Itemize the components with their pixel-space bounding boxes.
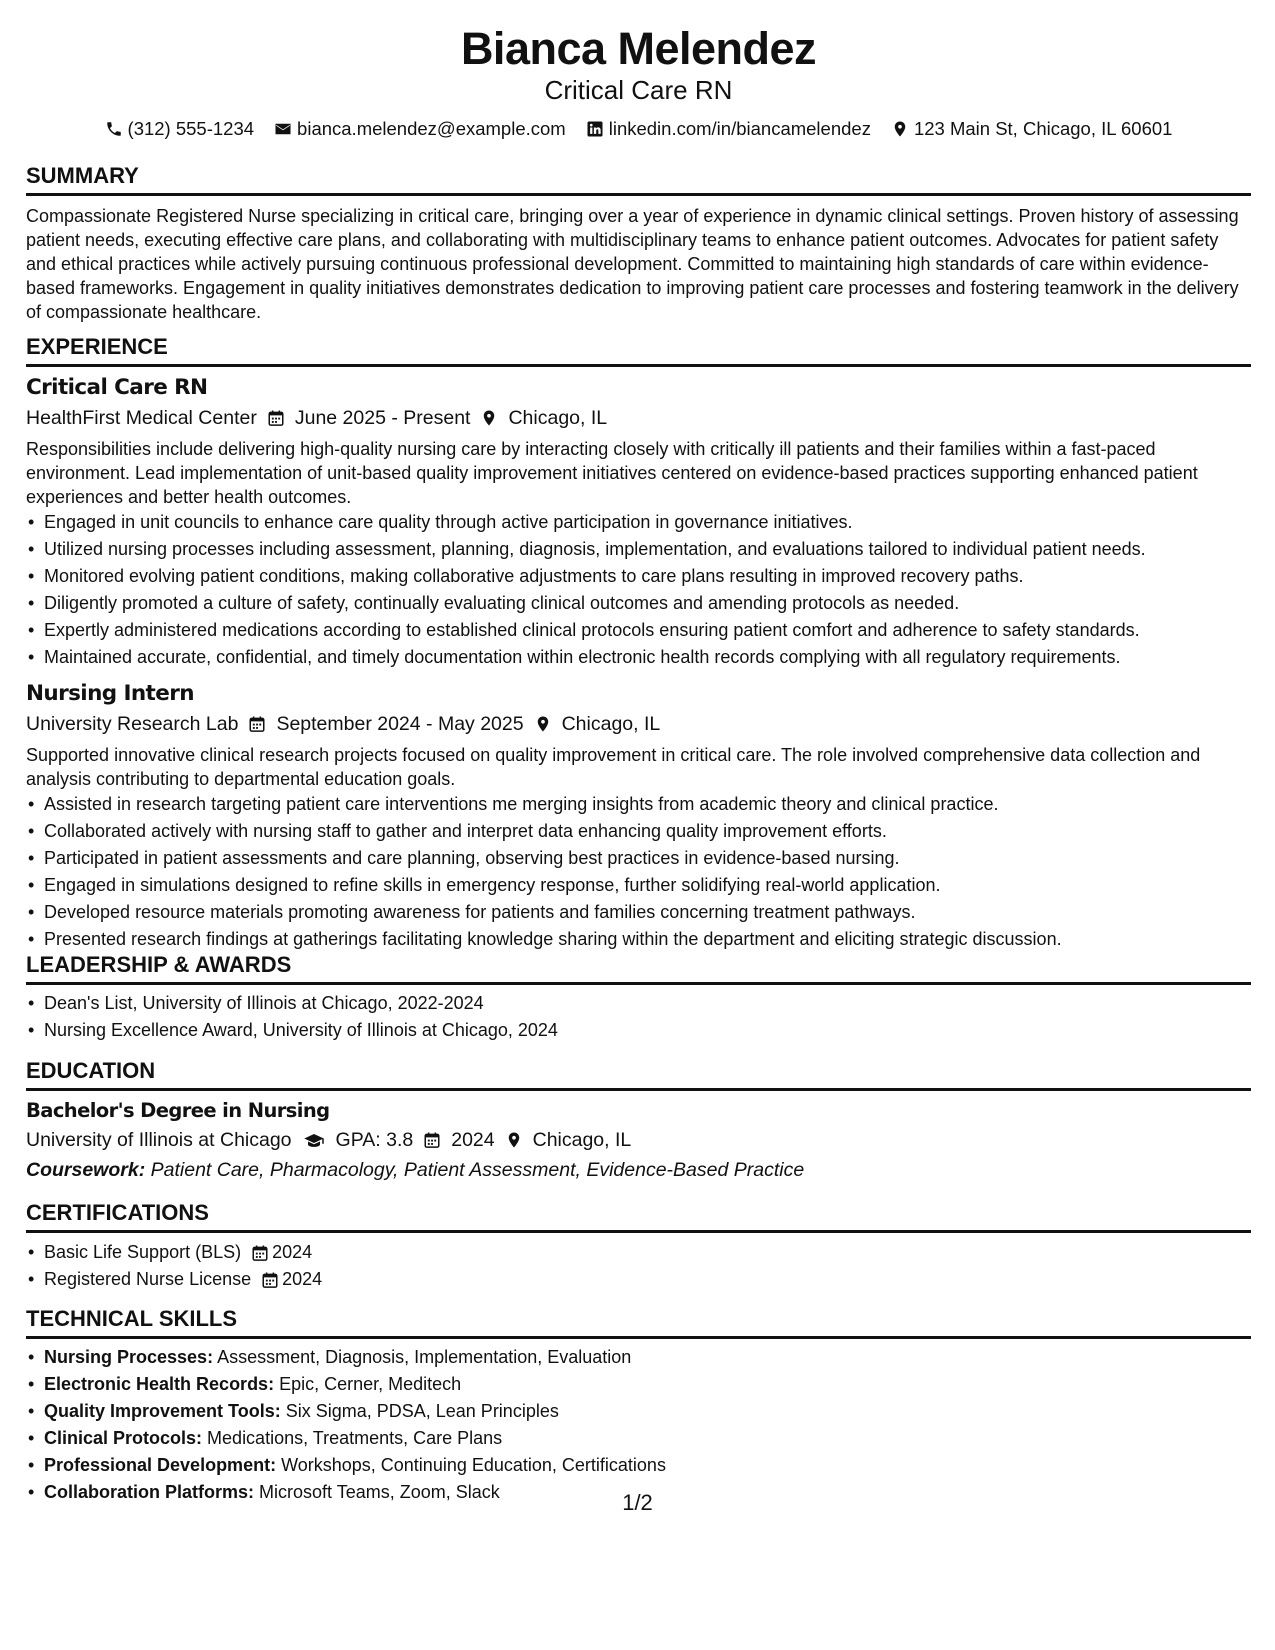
summary-text: Compassionate Registered Nurse specializing in critical care, bringing over a year of experience in dynamic clinical settings. Proven history of assessing patient needs, executing effective care plans, and collaborating with multidisciplinary teams to enhance patient outcomes. Advocates for patient safety and ethical practices while actively pursuing continuous professional development. Committed to maintaining high standards of care within evidence-based frameworks. Engagement in quality initiatives demonstrates dedication to improving patient care processes and fostering teamwork in the delivery of compassionate healthcare. <box>26 206 1239 322</box>
job-entry <box>26 679 1251 953</box>
cert-year: 2024 <box>282 1269 323 1289</box>
cert-name: • Registered Nurse License <box>44 1269 252 1289</box>
address-text: 123 Main St, Chicago, IL 60601 <box>913 118 1173 139</box>
degree-title: Bachelor's Degree in Nursing <box>26 1099 330 1122</box>
gpa-group <box>302 1125 414 1155</box>
job-meta <box>26 709 1251 739</box>
list-item: • Diligently promoted a culture of safety, continually evaluating clinical outcomes and amending protocols as needed. <box>44 590 1251 617</box>
awards-title: LEADERSHIP & AWARDS <box>26 952 1251 985</box>
coursework-label: Coursework: <box>26 1159 146 1181</box>
contact-linkedin[interactable] <box>586 116 871 142</box>
list-item: • Engaged in unit councils to enhance care quality through active participation in governance initiatives. <box>44 509 1251 536</box>
job-dates: June 2025 - Present <box>294 407 471 429</box>
skill-label: Collaboration Platforms: <box>44 1482 255 1502</box>
job-location: Chicago, IL <box>508 407 608 429</box>
year-group <box>423 1125 494 1155</box>
contact-line <box>26 116 1251 142</box>
skill-value: Epic, Cerner, Meditech <box>279 1374 462 1394</box>
job-bullets <box>26 509 1251 671</box>
experience-title: EXPERIENCE <box>26 334 1251 367</box>
calendar-icon <box>261 1271 279 1289</box>
job-meta <box>26 403 1251 433</box>
job-org: University Research Lab <box>26 713 239 735</box>
education-meta <box>26 1125 1251 1155</box>
list-item: • Collaborated actively with nursing staff to gather and interpret data enhancing quality improvement efforts. <box>44 818 1251 845</box>
education-title: EDUCATION <box>26 1058 1251 1091</box>
job-dates-group <box>267 403 471 433</box>
list-item <box>44 1425 1251 1452</box>
resume-header <box>26 0 1251 142</box>
phone-icon <box>105 120 123 138</box>
linkedin-text: linkedin.com/in/biancamelendez <box>608 118 871 139</box>
skill-label: Professional Development: <box>44 1455 277 1475</box>
list-item: • Participated in patient assessments and care planning, observing best practices in evidence-based nursing. <box>44 845 1251 872</box>
awards-list <box>26 990 1251 1044</box>
envelope-icon <box>274 120 292 138</box>
job-dates: September 2024 - May 2025 <box>276 713 524 735</box>
skill-label: Quality Improvement Tools: <box>44 1401 281 1421</box>
skill-label: Clinical Protocols: <box>44 1428 203 1448</box>
email-text: bianca.melendez@example.com <box>297 118 566 139</box>
cert-year: 2024 <box>272 1242 313 1262</box>
map-pin-icon <box>534 715 552 733</box>
job-dates-group <box>248 709 523 739</box>
calendar-icon <box>423 1131 441 1149</box>
list-item: • Assisted in research targeting patient care interventions me merging insights from academic theory and clinical practice. <box>44 791 1251 818</box>
candidate-headline: Critical Care RN <box>544 75 733 105</box>
list-item <box>44 1371 1251 1398</box>
job-bullets <box>26 791 1251 953</box>
list-item: • Monitored evolving patient conditions, making collaborative adjustments to care plans resulting in improved recovery paths. <box>44 563 1251 590</box>
job-description: Supported innovative clinical research projects focused on quality improvement in critical care. The role involved comprehensive data collection and analysis contributing to departmental education goals. <box>26 745 1201 789</box>
job-location-group <box>480 403 607 433</box>
calendar-icon <box>248 715 266 733</box>
certifications-section <box>26 1200 1251 1293</box>
list-item: • Utilized nursing processes including assessment, planning, diagnosis, implementation, and evaluations tailored to individual patient needs. <box>44 536 1251 563</box>
coursework-text: Patient Care, Pharmacology, Patient Assessment, Evidence-Based Practice <box>150 1159 805 1181</box>
list-item <box>44 1398 1251 1425</box>
skills-section <box>26 1306 1251 1506</box>
list-item: • Maintained accurate, confidential, and timely documentation within electronic health records complying with all regulatory requirements. <box>44 644 1251 671</box>
experience-section <box>26 334 1251 953</box>
list-item: • Presented research findings at gatherings facilitating knowledge sharing within the department and eliciting strategic discussion. <box>44 926 1251 953</box>
map-pin-icon <box>480 409 498 427</box>
list-item <box>44 1239 1251 1266</box>
cert-name: • Basic Life Support (BLS) <box>44 1242 242 1262</box>
gpa-text: GPA: 3.8 <box>335 1129 414 1151</box>
list-item: • Engaged in simulations designed to refine skills in emergency response, further solidifying real-world application. <box>44 872 1251 899</box>
candidate-name: Bianca Melendez <box>460 23 817 74</box>
skill-value: Assessment, Diagnosis, Implementation, Evaluation <box>217 1347 632 1367</box>
education-section <box>26 1058 1251 1185</box>
list-item: • Nursing Excellence Award, University of Illinois at Chicago, 2024 <box>44 1017 1251 1044</box>
graduation-cap-icon <box>302 1131 326 1149</box>
coursework-line <box>26 1155 1251 1185</box>
cert-year-group <box>261 1266 322 1293</box>
job-location: Chicago, IL <box>561 713 661 735</box>
contact-address <box>891 116 1173 142</box>
contact-phone[interactable] <box>105 116 255 142</box>
list-item: • Expertly administered medications according to established clinical protocols ensuring patient comfort and adherence to safety standards. <box>44 617 1251 644</box>
skills-title: TECHNICAL SKILLS <box>26 1306 1251 1339</box>
job-role: Critical Care RN <box>26 375 208 400</box>
list-item <box>44 1344 1251 1371</box>
list-item <box>44 1452 1251 1479</box>
school-name: University of Illinois at Chicago <box>26 1129 292 1151</box>
map-pin-icon <box>505 1131 523 1149</box>
resume-page <box>26 0 1251 1502</box>
contact-email[interactable] <box>274 116 566 142</box>
skill-value: Workshops, Continuing Education, Certifications <box>281 1455 666 1475</box>
phone-text: (312) 555-1234 <box>127 118 255 139</box>
certifications-title: CERTIFICATIONS <box>26 1200 1251 1233</box>
calendar-icon <box>267 409 285 427</box>
linkedin-icon <box>586 120 604 138</box>
map-pin-icon <box>891 120 909 138</box>
list-item: • Developed resource materials promoting awareness for patients and families concerning treatment pathways. <box>44 899 1251 926</box>
summary-title: SUMMARY <box>26 163 1251 196</box>
job-description: Responsibilities include delivering high-quality nursing care by interacting closely with critically ill patients and their families within a fast-paced environment. Lead implementation of unit-based quality improvement initiatives centered on evidence-based practices supporting enhanced patient experiences and better health outcomes. <box>26 439 1198 507</box>
education-year: 2024 <box>451 1129 495 1151</box>
cert-year-group <box>251 1239 312 1266</box>
job-org: HealthFirst Medical Center <box>26 407 257 429</box>
job-entry <box>26 373 1251 671</box>
skill-label: Nursing Processes: <box>44 1347 214 1367</box>
skill-value: Medications, Treatments, Care Plans <box>207 1428 503 1448</box>
calendar-icon <box>251 1244 269 1262</box>
list-item <box>44 1266 1251 1293</box>
education-location-group <box>505 1125 632 1155</box>
certifications-list <box>26 1239 1251 1293</box>
list-item: • Dean's List, University of Illinois at Chicago, 2022-2024 <box>44 990 1251 1017</box>
education-location: Chicago, IL <box>532 1129 632 1151</box>
skill-value: Microsoft Teams, Zoom, Slack <box>259 1482 500 1502</box>
skill-value: Six Sigma, PDSA, Lean Principles <box>285 1401 559 1421</box>
job-role: Nursing Intern <box>26 681 194 706</box>
skills-list <box>26 1344 1251 1506</box>
summary-section <box>26 163 1251 324</box>
job-location-group <box>534 709 661 739</box>
skill-label: Electronic Health Records: <box>44 1374 275 1394</box>
awards-section <box>26 952 1251 1044</box>
page-number: 1/2 <box>622 1490 653 1515</box>
